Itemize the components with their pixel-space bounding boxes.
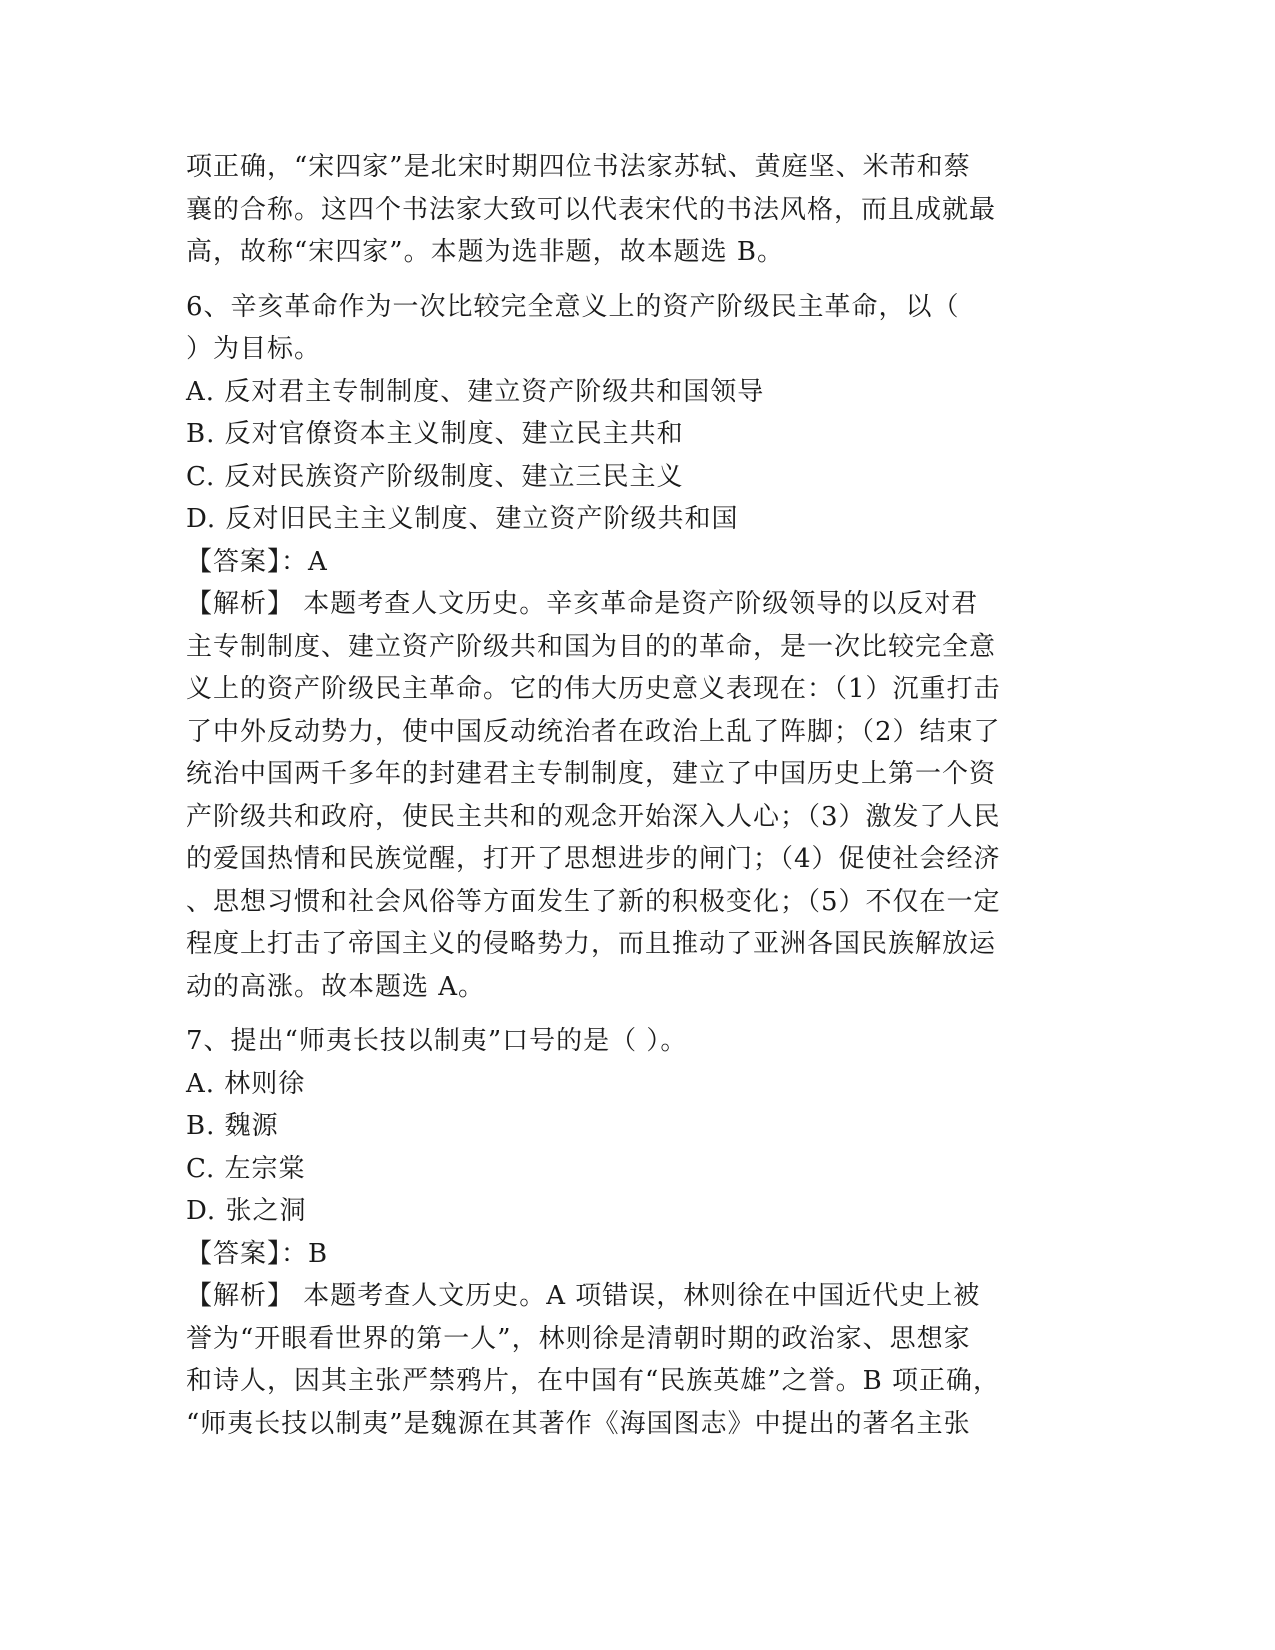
explanation-line: 【解析】 本题考查人文历史。辛亥革命是资产阶级领导的以反对君 — [186, 589, 979, 619]
explanation-line: 、思想习惯和社会风俗等方面发生了新的积极变化；（5）不仅在一定 — [186, 886, 1001, 917]
paragraph-gap — [186, 1008, 1086, 1020]
explanation-line: 产阶级共和政府，使民主共和的观念开始深入人心；（3）激发了人民 — [186, 801, 1001, 832]
paragraph-gap — [186, 274, 1086, 286]
text-line: 项正确，“宋四家”是北宋时期四位书法家苏轼、黄庭坚、米芾和蔡 — [186, 152, 971, 182]
document-page — [186, 146, 1086, 1445]
option-d: D. 反对旧民主主义制度、建立资产阶级共和国 — [186, 504, 739, 534]
answer-line: 【答案】：A — [186, 546, 328, 577]
question-stem: 6、辛亥革命作为一次比较完全意义上的资产阶级民主革命，以（ — [186, 291, 960, 322]
explanation-line: 了中外反动势力，使中国反动统治者在政治上乱了阵脚；（2）结束了 — [186, 716, 1001, 747]
option-d: D. 张之洞 — [186, 1196, 307, 1226]
option-c: C. 反对民族资产阶级制度、建立三民主义 — [186, 461, 684, 492]
answer-line: 【答案】：B — [186, 1238, 329, 1269]
question-6 — [186, 286, 1086, 1009]
question-7 — [186, 1020, 1086, 1445]
prev-explanation — [186, 146, 1086, 274]
question-stem: 7、提出“师夷长技以制夷”口号的是（ ）。 — [186, 1026, 688, 1056]
explanation-line: 程度上打击了帝国主义的侵略势力，而且推动了亚洲各国民族解放运 — [186, 929, 997, 959]
explanation-line: 主专制制度、建立资产阶级共和国为目的的革命，是一次比较完全意 — [186, 631, 997, 662]
explanation-line: 统治中国两千多年的封建君主专制制度，建立了中国历史上第一个资 — [186, 759, 997, 789]
option-b: B. 反对官僚资本主义制度、建立民主共和 — [186, 419, 684, 449]
option-a: A. 林则徐 — [186, 1068, 306, 1099]
explanation-line: 誉为“开眼看世界的第一人”，林则徐是清朝时期的政治家、思想家 — [186, 1323, 971, 1354]
question-stem: ）为目标。 — [186, 334, 322, 364]
explanation-line: 和诗人，因其主张严禁鸦片，在中国有“民族英雄”之誉。B 项正确， — [186, 1366, 1000, 1396]
explanation-line: 的爱国热情和民族觉醒，打开了思想进步的闸门；（4）促使社会经济 — [186, 844, 1001, 874]
option-b: B. 魏源 — [186, 1111, 279, 1141]
explanation-line: 【解析】 本题考查人文历史。A 项错误，林则徐在中国近代史上被 — [186, 1281, 981, 1311]
explanation-line: 义上的资产阶级民主革命。它的伟大历史意义表现在：（1）沉重打击 — [186, 674, 1001, 704]
text-line: 襄的合称。这四个书法家大致可以代表宋代的书法风格，而且成就最 — [186, 194, 997, 225]
text-line: 高，故称“宋四家”。本题为选非题，故本题选 B。 — [186, 237, 784, 267]
explanation-line: “师夷长技以制夷”是魏源在其著作《海国图志》中提出的著名主张 — [186, 1408, 971, 1439]
explanation-line: 动的高涨。故本题选 A。 — [186, 971, 486, 1002]
option-a: A. 反对君主专制制度、建立资产阶级共和国领导 — [186, 376, 765, 407]
option-c: C. 左宗棠 — [186, 1153, 306, 1184]
